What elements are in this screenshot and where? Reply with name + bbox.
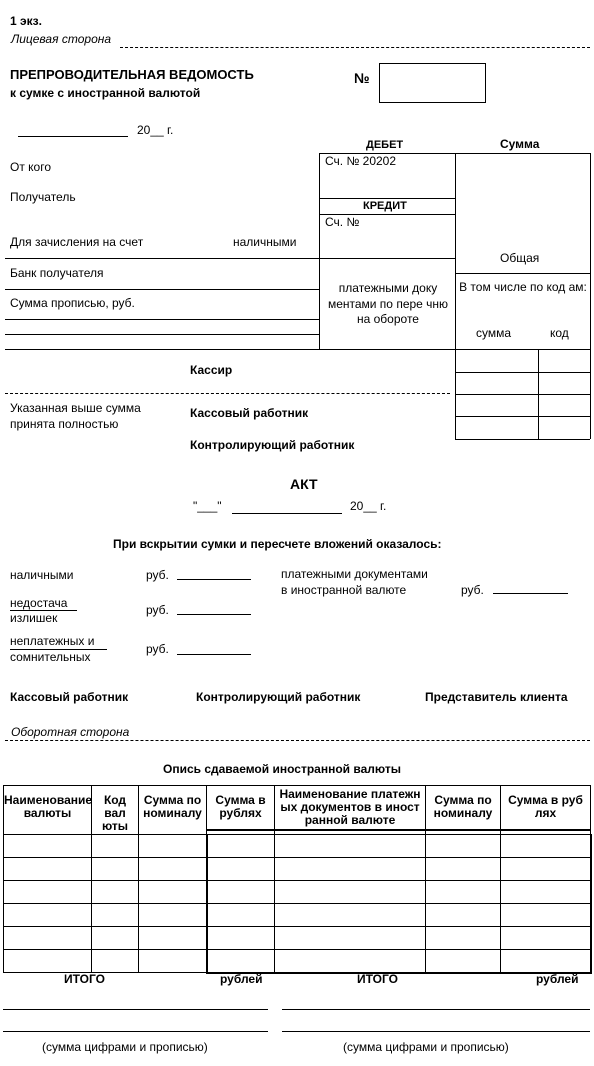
control-worker-label: Контролирующий работник (190, 438, 355, 452)
act-date-quote: "___" (193, 499, 222, 513)
total-right-line-2[interactable] (282, 1031, 590, 1032)
total-left-line-2[interactable] (3, 1031, 268, 1032)
sum-total-label: Общая (500, 251, 540, 265)
act-pay-docs-rub: руб. (461, 583, 484, 597)
recipient-label: Получатель (10, 190, 76, 204)
cut-line-top (120, 47, 590, 48)
act-pay-docs-line[interactable] (493, 593, 568, 594)
inventory-table (3, 785, 592, 974)
debit-account: Сч. № 20202 (325, 154, 397, 168)
rubles-right: рублей (536, 972, 579, 986)
shortage-line[interactable] (177, 614, 251, 615)
nonpay-line-2: сомнительных (10, 650, 91, 664)
form-title: ПРЕПРОВОДИТЕЛЬНАЯ ВЕДОМОСТЬ (10, 67, 254, 82)
debit-label: ДЕБЕТ (366, 139, 404, 151)
caption-right: (сумма цифрами и прописью) (343, 1040, 509, 1054)
form-subtitle: к сумке с иностранной валютой (10, 86, 201, 100)
shortage-label: недостача (10, 596, 68, 610)
date-line[interactable] (18, 136, 128, 137)
sum-including-label: В том числе по код ам: (459, 280, 587, 294)
right-block-top-border (207, 829, 591, 831)
payment-docs-label: платежными доку ментами по пере чню на обороте (327, 281, 449, 327)
shortage-rub: руб. (146, 603, 169, 617)
amount-line-2[interactable] (5, 334, 319, 335)
act-pay-docs-line-1: платежными документами (281, 567, 428, 581)
table-row (4, 834, 591, 857)
table-row (4, 903, 591, 926)
rubles-left: рублей (220, 972, 263, 986)
nonpay-line[interactable] (177, 654, 251, 655)
sum-right-border (590, 153, 591, 439)
sum-left-border (455, 153, 456, 439)
total-left-line-1[interactable] (3, 1009, 268, 1010)
code-grid-line-4 (455, 439, 590, 440)
table-row (4, 949, 591, 973)
cash-worker-label: Кассовый работник (190, 406, 309, 420)
amount-line-1[interactable] (5, 319, 319, 320)
copy-label: 1 экз. (10, 14, 42, 28)
header-doc-nominal-sum: Сумма по номиналу (426, 786, 501, 835)
recipient-bank-label: Банк получателя (10, 266, 104, 280)
code-grid-line-3 (455, 416, 590, 417)
caption-left: (сумма цифрами и прописью) (42, 1040, 208, 1054)
header-currency-code: Код вал юты (92, 786, 139, 835)
for-credit-label: Для зачисления на счет (10, 235, 144, 249)
inventory-title: Опись сдаваемой иностранной валюты (163, 762, 401, 776)
total-left: ИТОГО (64, 972, 105, 986)
code-col-label: код (550, 326, 569, 340)
act-cash-label: наличными (10, 568, 74, 582)
amount-line-3[interactable] (5, 349, 590, 350)
header-payment-doc-name: Наименование платежн ых документов в иност ранной валюте (275, 786, 426, 835)
act-year: 20__ г. (350, 499, 387, 513)
header-rub-sum: Сумма в рублях (207, 786, 275, 835)
table-row (4, 926, 591, 949)
sum-total-line (455, 273, 590, 274)
cut-line-middle (5, 393, 450, 394)
account-line[interactable] (5, 258, 319, 259)
from-whom-label: От кого (10, 160, 52, 174)
total-right-line-1[interactable] (282, 1009, 590, 1010)
header-nominal-sum: Сумма по номиналу (139, 786, 207, 835)
opening-text: При вскрытии сумки и пересчете вложений оказалось: (113, 537, 442, 551)
amount-words-label: Сумма прописью, руб. (10, 296, 135, 310)
sig-cash-worker: Кассовый работник (10, 690, 129, 704)
code-grid-line-2 (455, 394, 590, 395)
bank-line[interactable] (5, 289, 319, 290)
total-right: ИТОГО (357, 972, 398, 986)
accepted-line-2: принята полностью (10, 417, 119, 431)
cashier-label: Кассир (190, 363, 233, 377)
number-box[interactable] (379, 63, 486, 103)
sig-control-worker: Контролирующий работник (196, 690, 361, 704)
number-sign: № (354, 70, 370, 86)
accepted-line-1: Указанная выше сумма (10, 401, 141, 415)
debit-left-border (319, 153, 320, 349)
back-side-label: Оборотная сторона (11, 725, 130, 739)
table-row (4, 857, 591, 880)
header-doc-rub-sum: Сумма в руб лях (501, 786, 591, 835)
surplus-label: излишек (10, 611, 58, 625)
cut-line-bottom (5, 740, 590, 741)
act-title: АКТ (290, 476, 318, 492)
credit-bottom-line (319, 258, 455, 259)
act-pay-docs-line-2: в иностранной валюте (281, 583, 407, 597)
inventory-header-row (4, 786, 591, 835)
nonpay-line-1: неплатежных и (10, 634, 95, 648)
header-currency-name: Наименование валюты (4, 786, 92, 835)
date-year: 20__ г. (137, 123, 174, 137)
code-grid-line-1 (455, 372, 590, 373)
nonpay-rub: руб. (146, 642, 169, 656)
sum-col-label: сумма (476, 326, 512, 340)
debit-bottom-line (319, 198, 455, 199)
credit-label: КРЕДИТ (363, 200, 407, 212)
act-cash-line[interactable] (177, 579, 251, 580)
credit-account: Сч. № (325, 215, 360, 229)
table-row (4, 880, 591, 903)
sig-client-rep: Представитель клиента (425, 690, 568, 704)
cash-label-top: наличными (233, 235, 297, 249)
sum-header: Сумма (500, 137, 540, 151)
act-cash-rub: руб. (146, 568, 169, 582)
act-date-line[interactable] (232, 513, 342, 514)
front-side-label: Лицевая сторона (11, 32, 112, 46)
